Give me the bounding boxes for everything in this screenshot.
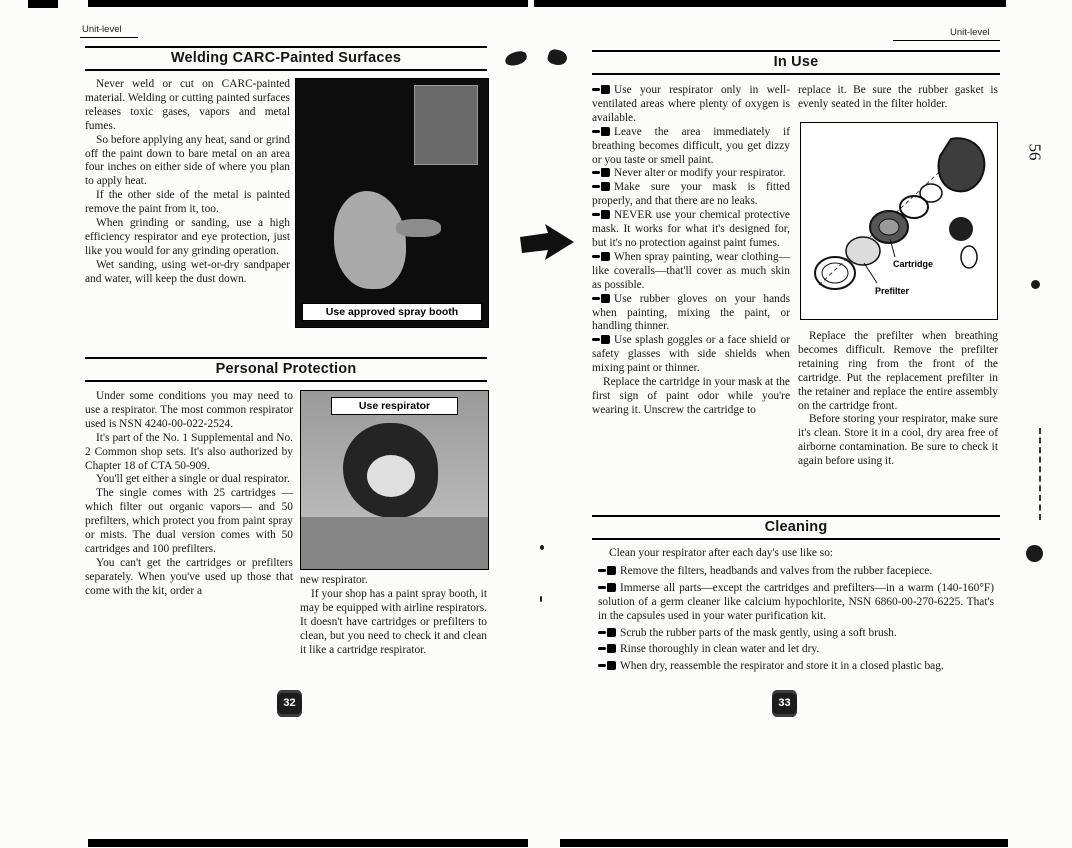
in-use-section-title: In Use bbox=[592, 52, 1000, 75]
pointer-bullet-icon bbox=[607, 644, 616, 653]
paragraph: You can't get the cartridges or prefilters separately. When you've used up those that come with the kit, order a bbox=[85, 556, 293, 597]
protection-section-header bbox=[85, 357, 487, 382]
left-header-rule bbox=[80, 37, 138, 38]
photo-caption: Use respirator bbox=[331, 397, 458, 415]
bullet-text: Leave the area immediately if breathing becomes difficult, you get dizzy or you taste or smell paint. bbox=[592, 125, 790, 166]
respirator-parts-diagram bbox=[800, 122, 998, 320]
cleaning-intro: Clean your respirator after each day's use like so: bbox=[609, 547, 834, 559]
bullet-item bbox=[592, 209, 790, 251]
in-use-text-column-1 bbox=[592, 84, 790, 418]
cleaning-section-title: Cleaning bbox=[592, 517, 1000, 540]
paragraph: If your shop has a paint spray booth, it may be equipped with airline respirators. It doesn't have cartridges or prefilters to clean, but you need to check it and clean it like a cartridge respirator. bbox=[300, 587, 487, 656]
bullet-item bbox=[592, 293, 790, 335]
bullet-item bbox=[598, 627, 994, 641]
scan-speck bbox=[540, 545, 544, 550]
bullet-item bbox=[598, 582, 994, 624]
photo-spray-gun bbox=[396, 219, 441, 237]
pointer-bullet-icon bbox=[601, 252, 610, 261]
photo-caption: Use approved spray booth bbox=[302, 303, 482, 321]
scan-bar-bottom-2 bbox=[560, 839, 1008, 847]
photo-figure bbox=[334, 191, 406, 289]
bullet-text: Use splash goggles or a face shield or safety glasses with side shields when mixing paint or thinner. bbox=[592, 334, 790, 375]
spray-booth-photo bbox=[295, 78, 489, 328]
bullet-text: Make sure your mask is fitted properly, and that there are no leaks. bbox=[592, 181, 790, 208]
paragraph: The single comes with 25 cartridges —which filter out organic vapors— and 50 prefilters, which protect you from paint spray or mists. The dual version comes with 50 cartridges and 100 prefilters. bbox=[85, 487, 293, 555]
barrel-page-number-icon: 32 bbox=[277, 690, 302, 717]
right-running-header: Unit-level bbox=[950, 27, 990, 38]
pointer-bullet-icon bbox=[601, 127, 610, 136]
bullet-item bbox=[592, 84, 790, 126]
cleaning-text-column bbox=[598, 547, 994, 674]
bullet-item bbox=[598, 565, 994, 579]
left-running-header: Unit-level bbox=[82, 24, 122, 35]
bullet-text: Remove the filters, headbands and valves from the rubber facepiece. bbox=[620, 564, 933, 577]
paragraph: You'll get either a single or dual respirator. bbox=[96, 473, 290, 486]
paragraph: If the other side of the metal is painted remove the paint from it, too. bbox=[85, 189, 290, 216]
paragraph: Never weld or cut on CARC-painted material. Welding or cutting painted surfaces releases toxic gases, vapors and metal fumes. bbox=[85, 78, 290, 132]
bullet-text: Scrub the rubber parts of the mask gently, using a soft brush. bbox=[620, 626, 897, 639]
bullet-item bbox=[592, 167, 790, 181]
bullet-text: When spray painting, wear clothing—like coveralls—that'll cover as much skin as possible. bbox=[592, 250, 790, 291]
in-use-section-header bbox=[592, 50, 1000, 75]
scan-bar-top-left bbox=[28, 0, 58, 8]
scan-bar-top-2 bbox=[534, 0, 1006, 7]
paragraph: Under some conditions you may need to use a respirator. The most common respirator used is NSN 4240-00-022-2524. bbox=[85, 390, 293, 430]
bullet-text: NEVER use your chemical protective mask. It works for what it's designed for, but it's no protection against paint fumes. bbox=[592, 209, 790, 249]
paragraph: Replace the prefilter when breathing becomes difficult. Remove the prefilter retaining ring from the front of the cartridge. Put the replacement prefilter in the retainer and replace the entire assembly on the cartridge front. bbox=[798, 330, 998, 412]
scan-side-page-number: 56 bbox=[1025, 143, 1045, 161]
scan-bar-top-1 bbox=[88, 0, 528, 7]
scan-bar-bottom-1 bbox=[88, 839, 528, 847]
paragraph: replace it. Be sure the rubber gasket is evenly seated in the filter holder. bbox=[798, 84, 998, 110]
welding-section-title: Welding CARC-Painted Surfaces bbox=[85, 48, 487, 71]
bullet-item bbox=[592, 181, 790, 209]
right-header-rule bbox=[893, 40, 1000, 41]
pointer-bullet-icon bbox=[601, 210, 610, 219]
bullet-text: Immerse all parts—except the cartridges and prefilters—in a warm (140-160°F) solution of a germ cleaner like calcium hypochlorite, NSN 6860-00-270-6225. That's in the capsules used in your water purification kit. bbox=[598, 581, 994, 622]
diagram-label-prefilter: Prefilter bbox=[875, 286, 910, 296]
protection-text-column-2 bbox=[300, 574, 487, 657]
pointer-bullet-icon bbox=[601, 182, 610, 191]
in-use-text-column-2-bottom bbox=[798, 330, 998, 469]
pointer-bullet-icon bbox=[607, 566, 616, 575]
protection-text-column-1 bbox=[85, 390, 293, 599]
pointer-bullet-icon bbox=[607, 583, 616, 592]
bullet-item bbox=[592, 251, 790, 293]
cleaning-section-header bbox=[592, 515, 1000, 540]
bullet-text: Use your respirator only in well-ventilated areas where plenty of oxygen is available. bbox=[592, 84, 790, 124]
respirator-photo bbox=[300, 390, 489, 570]
paragraph: Replace the cartridge in your mask at the first sign of paint odor while you're wearing it. Unscrew the cartridge to bbox=[592, 376, 790, 416]
pointer-bullet-icon bbox=[607, 661, 616, 670]
pointer-bullet-icon bbox=[601, 85, 610, 94]
welding-section-header bbox=[85, 46, 487, 71]
photo-mask bbox=[367, 455, 415, 497]
bullet-item bbox=[592, 334, 790, 376]
paragraph: It's part of the No. 1 Supplemental and No. 2 Common shop sets. It's also authorized by Chapter 18 of CTA 50-909. bbox=[85, 431, 293, 472]
paragraph: When grinding or sanding, use a high efficiency respirator and eye protection, just like you would for any grinding operation. bbox=[85, 217, 290, 257]
bullet-text: Rinse thoroughly in clean water and let dry. bbox=[620, 643, 820, 656]
diagram-drawing bbox=[801, 123, 994, 316]
bullet-text: Use rubber gloves on your hands when painting, mixing the paint, or handling thinner. bbox=[592, 292, 790, 333]
pointer-bullet-icon bbox=[601, 294, 610, 303]
paragraph: new respirator. bbox=[300, 574, 368, 586]
hand-drawn-arrow-icon bbox=[518, 222, 576, 262]
bullet-text: When dry, reassemble the respirator and store it in a closed plastic bag. bbox=[620, 660, 944, 673]
scan-dot bbox=[1026, 545, 1043, 562]
scan-speck bbox=[540, 596, 542, 602]
photo-detail bbox=[414, 85, 478, 165]
diagram-label-cartridge: Cartridge bbox=[893, 259, 934, 269]
pointer-bullet-icon bbox=[607, 628, 616, 637]
bullet-text: Never alter or modify your respirator. bbox=[614, 167, 786, 180]
scan-dashed-line bbox=[1039, 428, 1041, 520]
paragraph: So before applying any heat, sand or grind off the paint down to bare metal on an area four inches on either side of where you plan to apply heat. bbox=[85, 133, 290, 188]
bullet-item bbox=[592, 126, 790, 168]
ink-smudge bbox=[546, 48, 568, 67]
bullet-item bbox=[598, 643, 994, 657]
pointer-bullet-icon bbox=[601, 335, 610, 344]
scan-dot bbox=[1031, 280, 1040, 289]
welding-text-column bbox=[85, 78, 290, 287]
paragraph: Before storing your respirator, make sure it's clean. Store it in a cool, dry area free of airborne contamination. Be sure to check it again before using it. bbox=[798, 413, 998, 468]
pointer-bullet-icon bbox=[601, 168, 610, 177]
bullet-item bbox=[598, 660, 994, 674]
photo-body bbox=[301, 517, 488, 569]
in-use-text-column-2-top bbox=[798, 84, 998, 112]
barrel-page-number-icon: 33 bbox=[772, 690, 797, 717]
protection-section-title: Personal Protection bbox=[85, 359, 487, 382]
ink-smudge bbox=[504, 50, 528, 67]
paragraph: Wet sanding, using wet-or-dry sandpaper and water, will keep the dust down. bbox=[85, 258, 290, 285]
